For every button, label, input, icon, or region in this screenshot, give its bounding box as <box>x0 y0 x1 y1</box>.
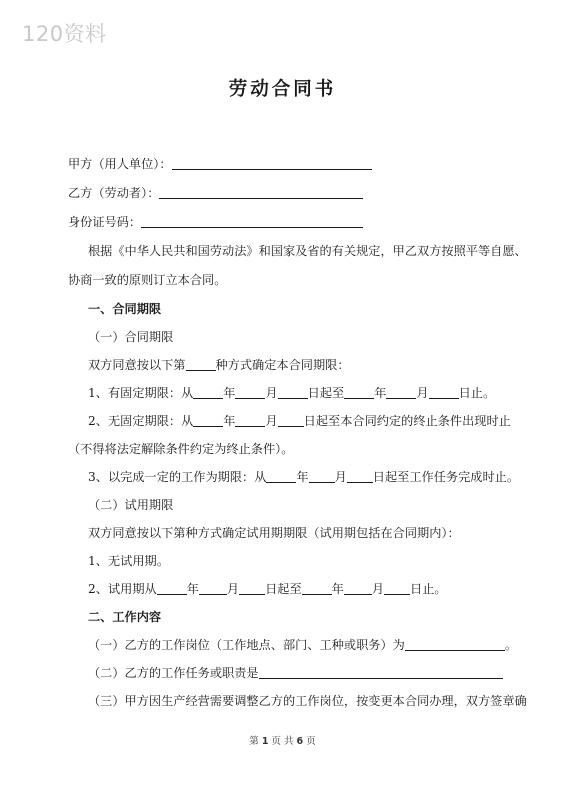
open-term-condition: 日起至本合同约定的终止条件出现时止 <box>303 414 511 428</box>
party-b-blank <box>159 186 363 199</box>
open-start-day-blank <box>278 414 304 427</box>
year-text: 年 <box>186 582 199 596</box>
term-choice-blank <box>186 358 216 371</box>
year-text: 年 <box>374 386 387 400</box>
id-number-blank <box>141 215 363 228</box>
party-a-blank <box>172 157 372 170</box>
trial-start-day-blank <box>239 582 265 595</box>
from-day-to-text: 日起至 <box>307 386 345 400</box>
watermark: 120资料 <box>22 22 107 46</box>
term-choice-text-b: 种方式确定本合同期限： <box>215 358 350 372</box>
trial-start-year-blank <box>157 582 187 595</box>
task-term-end-text: 日起至工作任务完成时止。 <box>372 470 520 484</box>
task-start-month-blank <box>309 470 335 483</box>
task-term-label: 3、以完成一定的工作为期限：从 <box>88 470 267 484</box>
term-subheading: （一）合同期限 <box>88 330 174 344</box>
job-position-line <box>88 637 517 653</box>
trial-option-1: 1、无试用期。 <box>88 554 169 568</box>
task-start-day-blank <box>347 470 373 483</box>
fixed-end-day-blank <box>429 386 459 399</box>
month-text: 月 <box>265 414 278 428</box>
job-position-label: （一）乙方的工作岗位（工作地点、部门、工种或职务）为 <box>88 638 405 652</box>
job-duty-line <box>88 665 503 681</box>
trial-start-month-blank <box>199 582 227 595</box>
fixed-start-month-blank <box>235 386 265 399</box>
open-term-line <box>88 413 511 429</box>
open-start-month-blank <box>235 414 265 427</box>
fixed-start-year-blank <box>193 386 223 399</box>
open-term-note: （不得将法定解除条件约定为终止条件）。 <box>68 442 294 456</box>
document-title: 劳动合同书 <box>228 79 337 100</box>
year-text: 年 <box>331 582 344 596</box>
id-number-line <box>68 214 363 230</box>
total-page-number: 6 <box>296 736 304 747</box>
footer-ye-gong: 页 共 <box>271 736 294 747</box>
section-1-heading: 一、合同期限 <box>88 302 162 316</box>
job-duty-label: （二）乙方的工作任务或职责是 <box>88 666 259 680</box>
page-footer <box>0 733 565 747</box>
month-text: 月 <box>265 386 278 400</box>
trial-subheading: （二）试用期限 <box>88 498 174 512</box>
fixed-end-year-blank <box>344 386 374 399</box>
trial-end-month-blank <box>344 582 372 595</box>
intro-line-1: 根据《中华人民共和国劳动法》和国家及省的有关规定，甲乙双方按照平等自愿、 <box>88 244 527 258</box>
open-term-label: 2、无固定期限：从 <box>88 414 194 428</box>
day-end-text: 日止。 <box>410 582 447 596</box>
trial-option-2 <box>88 581 447 597</box>
task-start-year-blank <box>266 470 296 483</box>
footer-di: 第 <box>249 736 259 747</box>
term-choice-line <box>88 357 350 373</box>
footer-ye: 页 <box>306 736 316 747</box>
month-text: 月 <box>371 582 385 596</box>
month-text: 月 <box>416 386 429 400</box>
party-a-label: 甲方（用人单位）： <box>68 157 172 171</box>
party-a-line <box>68 156 372 172</box>
from-day-to-text: 日起至 <box>265 582 302 596</box>
section-2-heading: 二、工作内容 <box>88 610 162 624</box>
job-position-blank <box>405 638 505 651</box>
trial-choice-line: 双方同意按以下第种方式确定试用期期限（试用期包括在合同期内）： <box>88 526 460 540</box>
current-page-number: 1 <box>261 736 269 747</box>
fixed-term-line <box>88 385 495 401</box>
year-text: 年 <box>223 386 236 400</box>
party-b-label: 乙方（劳动者）： <box>68 186 160 200</box>
term-choice-text-a: 双方同意按以下第 <box>88 358 186 372</box>
job-adjust-line: （三）甲方因生产经营需要调整乙方的工作岗位，按变更本合同办理，双方签章确 <box>88 694 527 708</box>
trial-end-year-blank <box>302 582 332 595</box>
job-duty-blank <box>259 666 503 679</box>
day-end-text: 日止。 <box>458 386 496 400</box>
month-text: 月 <box>226 582 240 596</box>
party-b-line <box>68 185 363 201</box>
open-start-year-blank <box>193 414 223 427</box>
task-term-line <box>88 469 519 485</box>
fixed-start-day-blank <box>278 386 308 399</box>
period-mark: 。 <box>504 638 518 652</box>
fixed-term-label: 1、有固定期限：从 <box>88 386 194 400</box>
trial-period-label: 2、试用期从 <box>88 582 157 596</box>
intro-line-2: 协商一致的原则订立本合同。 <box>68 273 227 287</box>
fixed-end-month-blank <box>386 386 416 399</box>
month-text: 月 <box>334 470 347 484</box>
year-text: 年 <box>223 414 236 428</box>
id-number-label: 身份证号码： <box>68 215 142 229</box>
trial-end-day-blank <box>384 582 410 595</box>
year-text: 年 <box>296 470 309 484</box>
